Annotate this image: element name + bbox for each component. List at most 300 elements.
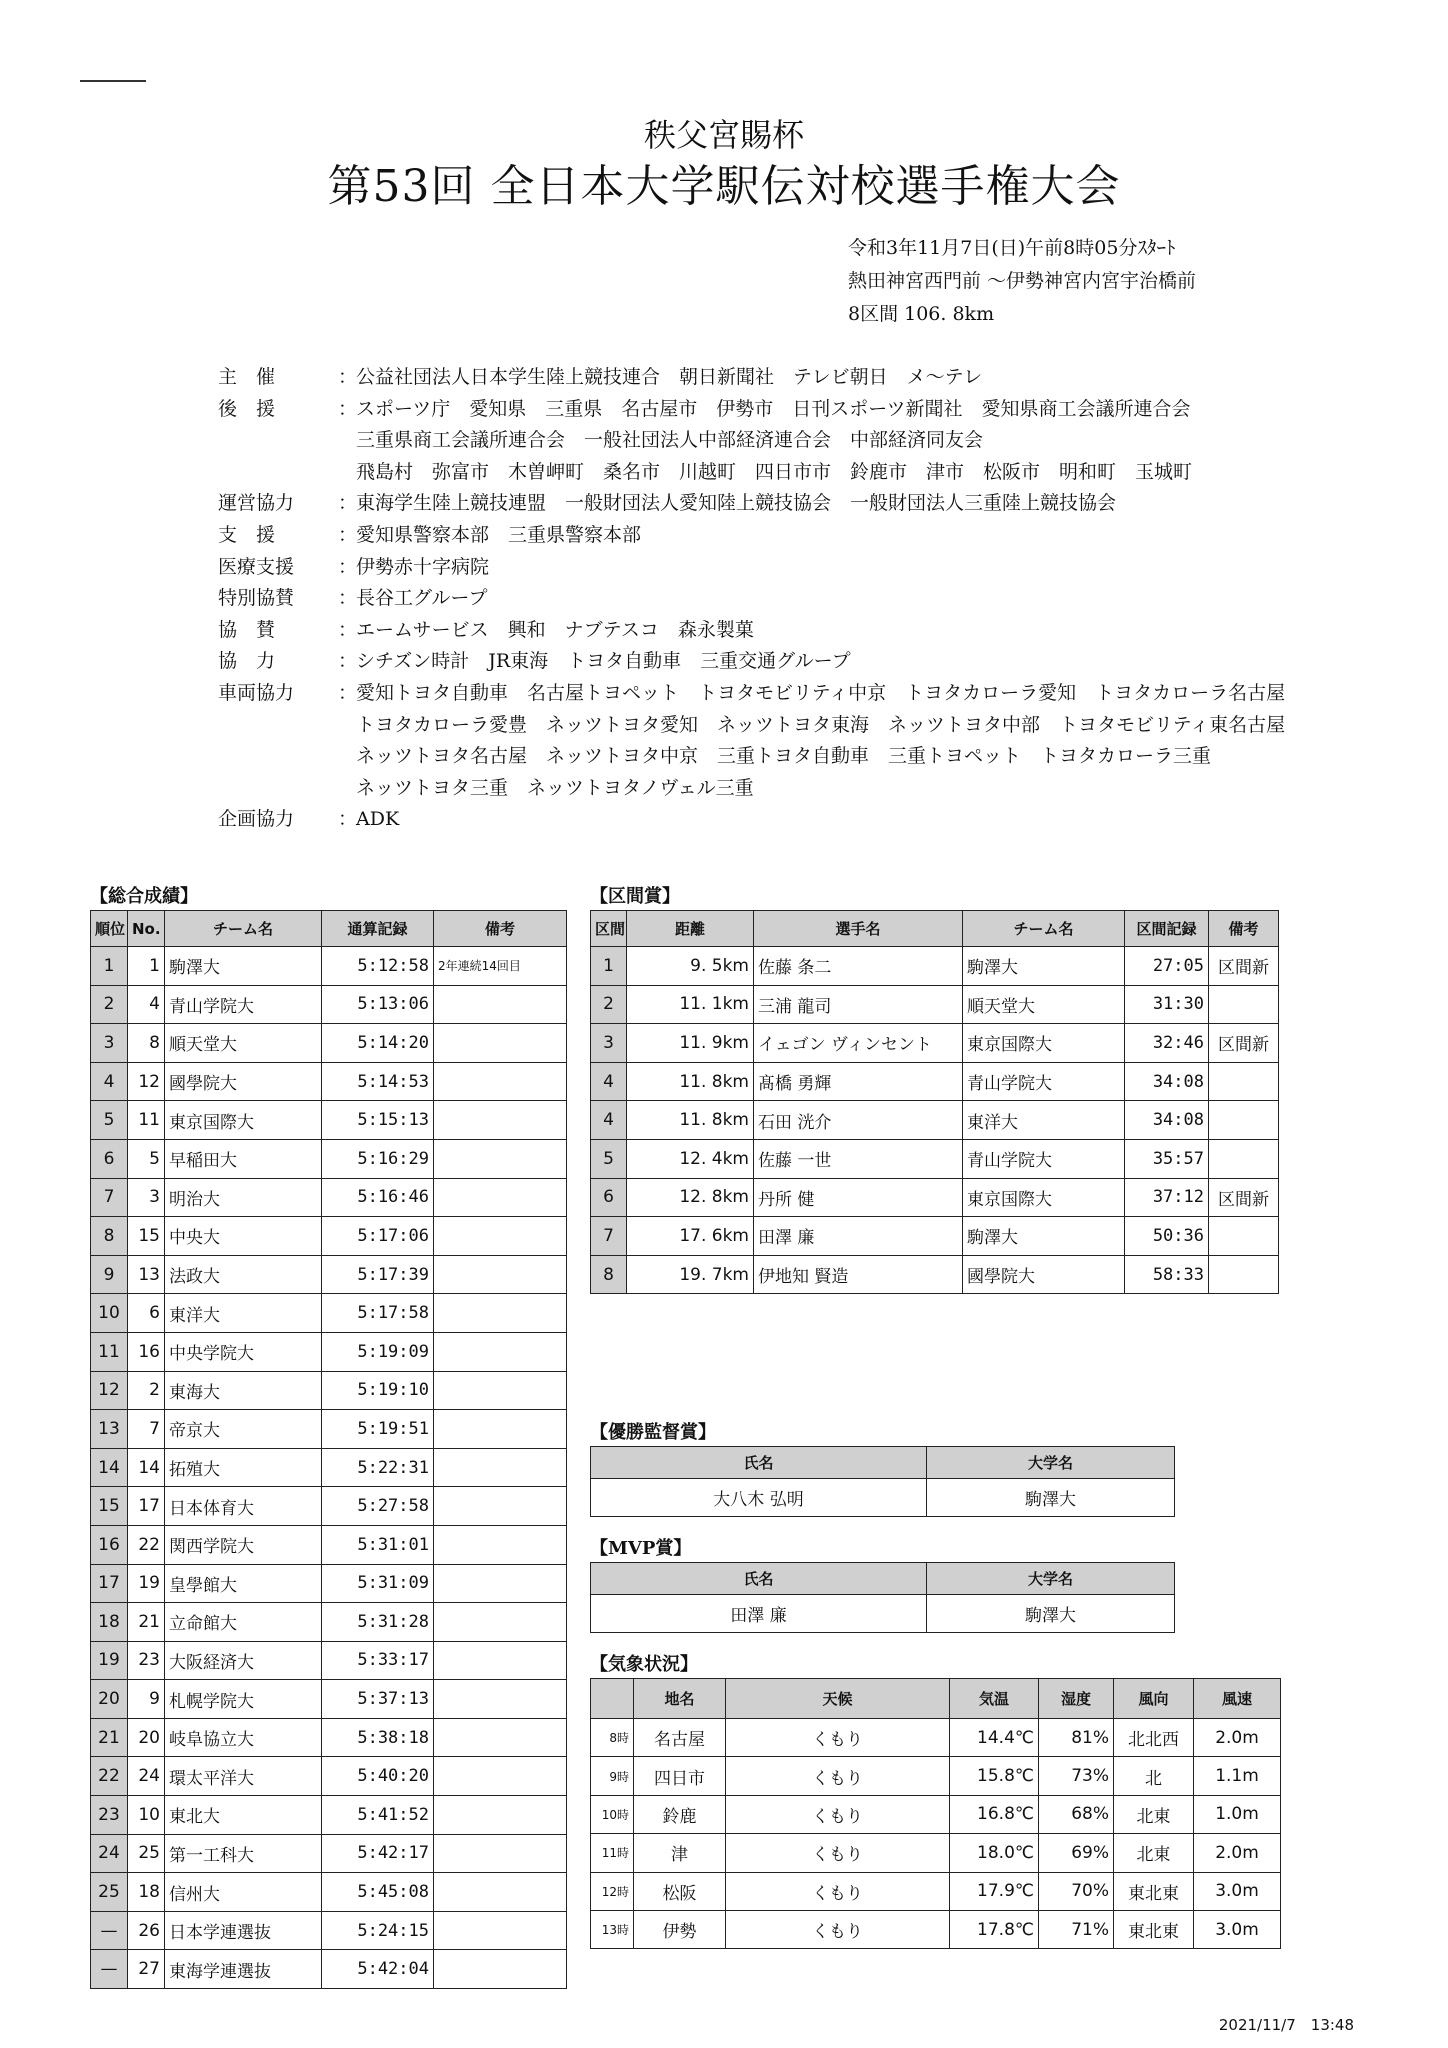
team-no-cell: 18 bbox=[128, 1873, 165, 1912]
total-time-cell: 5:16:29 bbox=[322, 1139, 434, 1178]
organizer-text: 東海学生陸上競技連盟 一般財団法人愛知陸上競技協会 一般財団法人三重陸上競技協会 bbox=[356, 492, 1117, 515]
total-time-cell: 5:15:13 bbox=[322, 1101, 434, 1140]
organizer-text: ネッツトヨタ三重 ネッツトヨタノヴェル三重 bbox=[356, 776, 754, 799]
note-cell bbox=[1209, 1062, 1279, 1101]
leg-time-cell: 58:33 bbox=[1125, 1255, 1209, 1294]
runner-name-cell: 佐藤 一世 bbox=[754, 1139, 963, 1178]
leg-time-cell: 27:05 bbox=[1125, 947, 1209, 986]
wind-direction-cell: 北東 bbox=[1114, 1834, 1194, 1872]
location-cell: 鈴鹿 bbox=[634, 1795, 726, 1833]
mvp-prize-label: 【MVP賞】 bbox=[590, 1538, 692, 1559]
leg-cell: 4 bbox=[591, 1062, 627, 1101]
wind-direction-cell: 北北西 bbox=[1114, 1719, 1194, 1757]
leg-cell: 7 bbox=[591, 1217, 627, 1256]
total-time-cell: 5:27:58 bbox=[322, 1487, 434, 1526]
mvp-name: 田澤 廉 bbox=[591, 1595, 927, 1633]
table-row bbox=[91, 1101, 567, 1140]
time-cell: 13時 bbox=[591, 1910, 634, 1948]
wind-speed-cell: 2.0m bbox=[1194, 1834, 1281, 1872]
team-name-cell: 東海大 bbox=[165, 1371, 322, 1410]
leg-time-cell: 34:08 bbox=[1125, 1062, 1209, 1101]
column-header: チーム名 bbox=[165, 911, 322, 947]
note-cell bbox=[434, 1873, 567, 1912]
leg-cell: 3 bbox=[591, 1024, 627, 1063]
distance-cell: 19. 7km bbox=[627, 1255, 754, 1294]
note-cell: 2年連続14回目 bbox=[434, 947, 567, 986]
weather-cell: くもり bbox=[726, 1719, 950, 1757]
team-name-cell: 日本学連選抜 bbox=[165, 1911, 322, 1950]
organizer-row: 協 賛 ： エームサービス 興和 ナブテスコ 森永製菓 bbox=[218, 615, 1285, 647]
table-row bbox=[91, 1255, 567, 1294]
rank-cell: 11 bbox=[91, 1332, 128, 1371]
team-no-cell: 17 bbox=[128, 1487, 165, 1526]
team-no-cell: 14 bbox=[128, 1448, 165, 1487]
team-no-cell: 8 bbox=[128, 1024, 165, 1063]
runner-name-cell: イェゴン ヴィンセント bbox=[754, 1024, 963, 1063]
note-cell bbox=[434, 1680, 567, 1719]
team-name-cell: 順天堂大 bbox=[165, 1024, 322, 1063]
mvp-univ-header: 大学名 bbox=[927, 1563, 1175, 1595]
note-cell bbox=[434, 1834, 567, 1873]
table-row bbox=[91, 1487, 567, 1526]
note-cell bbox=[434, 1024, 567, 1063]
organizer-label: 後 援 bbox=[218, 397, 276, 420]
table-row bbox=[91, 1718, 567, 1757]
organizer-row: 後 援 ： スポーツ庁 愛知県 三重県 名古屋市 伊勢市 日刊スポーツ新聞社 愛知県商工会議所連合会 bbox=[218, 394, 1285, 426]
organizer-text: 愛知県警察本部 三重県警察本部 bbox=[356, 523, 642, 546]
coach-univ: 駒澤大 bbox=[927, 1479, 1175, 1517]
note-cell bbox=[434, 1911, 567, 1950]
total-time-cell: 5:19:51 bbox=[322, 1410, 434, 1449]
organizer-label: 支 援 bbox=[218, 523, 276, 546]
note-cell bbox=[434, 1757, 567, 1796]
temperature-cell: 16.8℃ bbox=[950, 1795, 1039, 1833]
table-row bbox=[91, 1564, 567, 1603]
note-cell bbox=[1209, 1139, 1279, 1178]
table-row bbox=[91, 1834, 567, 1873]
location-cell: 四日市 bbox=[634, 1757, 726, 1795]
temperature-cell: 15.8℃ bbox=[950, 1757, 1039, 1795]
note-cell bbox=[434, 1603, 567, 1642]
total-time-cell: 5:31:09 bbox=[322, 1564, 434, 1603]
distance-cell: 12. 8km bbox=[627, 1178, 754, 1217]
team-name-cell: 早稲田大 bbox=[165, 1139, 322, 1178]
humidity-cell: 70% bbox=[1039, 1872, 1114, 1910]
rank-cell: 4 bbox=[91, 1062, 128, 1101]
organizer-row bbox=[218, 773, 1285, 805]
weather-cell: くもり bbox=[726, 1834, 950, 1872]
location-cell: 津 bbox=[634, 1834, 726, 1872]
note-cell bbox=[434, 1487, 567, 1526]
weather-cell: くもり bbox=[726, 1795, 950, 1833]
rank-cell: 5 bbox=[91, 1101, 128, 1140]
runner-name-cell: 丹所 健 bbox=[754, 1178, 963, 1217]
team-no-cell: 24 bbox=[128, 1757, 165, 1796]
table-row bbox=[91, 1178, 567, 1217]
team-no-cell: 12 bbox=[128, 1062, 165, 1101]
total-time-cell: 5:12:58 bbox=[322, 947, 434, 986]
team-name-cell: 中央学院大 bbox=[165, 1332, 322, 1371]
coach-name-header: 氏名 bbox=[591, 1447, 927, 1479]
time-cell: 11時 bbox=[591, 1834, 634, 1872]
event-course: 熱田神宮西門前 ～伊勢神宮内宮宇治橋前 bbox=[848, 270, 1197, 292]
column-header: チーム名 bbox=[963, 911, 1125, 947]
total-time-cell: 5:22:31 bbox=[322, 1448, 434, 1487]
weather-cell: くもり bbox=[726, 1872, 950, 1910]
humidity-cell: 68% bbox=[1039, 1795, 1114, 1833]
table-row bbox=[91, 1139, 567, 1178]
total-time-cell: 5:38:18 bbox=[322, 1718, 434, 1757]
organizer-text: ネッツトヨタ名古屋 ネッツトヨタ中京 三重トヨタ自動車 三重トヨペット トヨタカローラ三重 bbox=[356, 745, 1212, 768]
table-row bbox=[591, 985, 1279, 1024]
leg-cell: 4 bbox=[591, 1101, 627, 1140]
organizer-text: 長谷工グループ bbox=[356, 587, 488, 610]
organizer-row: 車両協力 ： 愛知トヨタ自動車 名古屋トヨペット トヨタモビリティ中京 トヨタカローラ愛知 トヨタカローラ名古屋 bbox=[218, 678, 1285, 710]
distance-cell: 11. 9km bbox=[627, 1024, 754, 1063]
rank-cell: 23 bbox=[91, 1796, 128, 1835]
team-name-cell: 國學院大 bbox=[963, 1255, 1125, 1294]
wind-direction-cell: 東北東 bbox=[1114, 1872, 1194, 1910]
team-no-cell: 11 bbox=[128, 1101, 165, 1140]
organizer-text: トヨタカローラ愛豊 ネッツトヨタ愛知 ネッツトヨタ東海 ネッツトヨタ中部 トヨタモビリティ東名古屋 bbox=[356, 713, 1286, 736]
page-title: 第53回 全日本大学駅伝対校選手権大会 bbox=[327, 161, 1121, 212]
organizer-label: 主 催 bbox=[218, 366, 276, 388]
team-no-cell: 21 bbox=[128, 1603, 165, 1642]
rank-cell: 3 bbox=[91, 1024, 128, 1063]
column-header: 風速 bbox=[1194, 1679, 1281, 1719]
wind-speed-cell: 3.0m bbox=[1194, 1910, 1281, 1948]
table-row bbox=[91, 1911, 567, 1950]
column-header: 区間 bbox=[591, 911, 627, 947]
table-row bbox=[91, 985, 567, 1024]
table-row bbox=[91, 1024, 567, 1063]
organizer-row: 企画協力 ： ADK bbox=[218, 804, 1285, 836]
leg-cell: 2 bbox=[591, 985, 627, 1024]
note-cell bbox=[434, 1950, 567, 1989]
organizer-row: 支 援 ： 愛知県警察本部 三重県警察本部 bbox=[218, 520, 1285, 552]
total-time-cell: 5:37:13 bbox=[322, 1680, 434, 1719]
wind-speed-cell: 1.0m bbox=[1194, 1795, 1281, 1833]
total-time-cell: 5:33:17 bbox=[322, 1641, 434, 1680]
organizer-text: 愛知トヨタ自動車 名古屋トヨペット トヨタモビリティ中京 トヨタカローラ愛知 トヨタカローラ名古屋 bbox=[356, 681, 1286, 704]
total-time-cell: 5:14:53 bbox=[322, 1062, 434, 1101]
table-row bbox=[91, 1062, 567, 1101]
organizer-text: スポーツ庁 愛知県 三重県 名古屋市 伊勢市 日刊スポーツ新聞社 愛知県商工会議所連合会 bbox=[356, 397, 1191, 420]
organizer-label: 協 力 bbox=[218, 650, 276, 673]
leg-cell: 6 bbox=[591, 1178, 627, 1217]
leg-cell: 5 bbox=[591, 1139, 627, 1178]
team-no-cell: 15 bbox=[128, 1217, 165, 1256]
coach-univ-header: 大学名 bbox=[927, 1447, 1175, 1479]
team-no-cell: 16 bbox=[128, 1332, 165, 1371]
mvp-prize-table bbox=[590, 1562, 1175, 1633]
rank-cell: 17 bbox=[91, 1564, 128, 1603]
runner-name-cell: 佐藤 条二 bbox=[754, 947, 963, 986]
table-row bbox=[591, 1101, 1279, 1140]
note-cell bbox=[434, 1294, 567, 1333]
table-row bbox=[591, 1255, 1279, 1294]
note-cell bbox=[1209, 985, 1279, 1024]
rank-cell: 21 bbox=[91, 1718, 128, 1757]
mvp-name-header: 氏名 bbox=[591, 1563, 927, 1595]
coach-name: 大八木 弘明 bbox=[591, 1479, 927, 1517]
total-time-cell: 5:31:01 bbox=[322, 1525, 434, 1564]
time-cell: 12時 bbox=[591, 1872, 634, 1910]
leg-cell: 1 bbox=[591, 947, 627, 986]
organizer-label: 協 賛 bbox=[218, 618, 276, 641]
humidity-cell: 81% bbox=[1039, 1719, 1114, 1757]
organizer-label: 車両協力 bbox=[218, 681, 295, 704]
column-header: 備考 bbox=[1209, 911, 1279, 947]
temperature-cell: 17.8℃ bbox=[950, 1910, 1039, 1948]
column-header: No. bbox=[128, 911, 165, 947]
table-row bbox=[91, 947, 567, 986]
rank-cell: 22 bbox=[91, 1757, 128, 1796]
section-prize-table bbox=[590, 910, 1279, 1294]
runner-name-cell: 田澤 廉 bbox=[754, 1217, 963, 1256]
total-time-cell: 5:42:17 bbox=[322, 1834, 434, 1873]
column-header: 天候 bbox=[726, 1679, 950, 1719]
team-no-cell: 6 bbox=[128, 1294, 165, 1333]
total-time-cell: 5:17:58 bbox=[322, 1294, 434, 1333]
table-row bbox=[591, 1834, 1281, 1872]
team-name-cell: 明治大 bbox=[165, 1178, 322, 1217]
note-cell bbox=[434, 1564, 567, 1603]
organizer-row bbox=[218, 457, 1285, 489]
mvp-row bbox=[591, 1595, 1175, 1633]
table-row bbox=[91, 1757, 567, 1796]
wind-speed-cell: 3.0m bbox=[1194, 1872, 1281, 1910]
organizer-label: 企画協力 bbox=[218, 808, 295, 831]
team-name-cell: 第一工科大 bbox=[165, 1834, 322, 1873]
column-header: 備考 bbox=[434, 911, 567, 947]
team-no-cell: 2 bbox=[128, 1371, 165, 1410]
table-row bbox=[91, 1641, 567, 1680]
table-row bbox=[591, 1139, 1279, 1178]
team-name-cell: 関西学院大 bbox=[165, 1525, 322, 1564]
team-no-cell: 1 bbox=[128, 947, 165, 986]
team-name-cell: 駒澤大 bbox=[963, 1217, 1125, 1256]
organizer-text: シチズン時計 JR東海 トヨタ自動車 三重交通グループ bbox=[356, 650, 851, 673]
table-row bbox=[591, 1217, 1279, 1256]
distance-cell: 11. 8km bbox=[627, 1101, 754, 1140]
team-name-cell: 國學院大 bbox=[165, 1062, 322, 1101]
rank-cell: 12 bbox=[91, 1371, 128, 1410]
total-time-cell: 5:17:06 bbox=[322, 1217, 434, 1256]
team-name-cell: 拓殖大 bbox=[165, 1448, 322, 1487]
team-name-cell: 青山学院大 bbox=[963, 1139, 1125, 1178]
team-name-cell: 法政大 bbox=[165, 1255, 322, 1294]
team-name-cell: 立命館大 bbox=[165, 1603, 322, 1642]
subtitle: 秩父宮賜杯 bbox=[643, 116, 804, 154]
team-no-cell: 19 bbox=[128, 1564, 165, 1603]
event-info bbox=[848, 232, 1196, 331]
note-cell bbox=[434, 1255, 567, 1294]
team-no-cell: 7 bbox=[128, 1410, 165, 1449]
rank-cell: — bbox=[91, 1950, 128, 1989]
event-distance: 8区間 106. 8km bbox=[848, 303, 995, 325]
runner-name-cell: 三浦 龍司 bbox=[754, 985, 963, 1024]
note-cell bbox=[434, 1371, 567, 1410]
coach-prize-table bbox=[590, 1446, 1175, 1517]
column-header: 順位 bbox=[91, 911, 128, 947]
total-time-cell: 5:24:15 bbox=[322, 1911, 434, 1950]
organizer-text: 伊勢赤十字病院 bbox=[356, 555, 490, 578]
total-time-cell: 5:16:46 bbox=[322, 1178, 434, 1217]
section-prize-label: 【区間賞】 bbox=[590, 886, 680, 907]
rank-cell: 1 bbox=[91, 947, 128, 986]
organizer-text: ADK bbox=[356, 808, 400, 831]
total-time-cell: 5:19:09 bbox=[322, 1332, 434, 1371]
team-name-cell: 信州大 bbox=[165, 1873, 322, 1912]
team-name-cell: 岐阜協立大 bbox=[165, 1718, 322, 1757]
coach-row bbox=[591, 1479, 1175, 1517]
table-row bbox=[91, 1525, 567, 1564]
leg-cell: 8 bbox=[591, 1255, 627, 1294]
weather-table bbox=[590, 1678, 1281, 1949]
column-header: 通算記録 bbox=[322, 911, 434, 947]
table-row bbox=[91, 1680, 567, 1719]
team-name-cell: 駒澤大 bbox=[963, 947, 1125, 986]
runner-name-cell: 石田 洸介 bbox=[754, 1101, 963, 1140]
distance-cell: 12. 4km bbox=[627, 1139, 754, 1178]
runner-name-cell: 伊地知 賢造 bbox=[754, 1255, 963, 1294]
column-header bbox=[591, 1679, 634, 1719]
leg-time-cell: 32:46 bbox=[1125, 1024, 1209, 1063]
leg-time-cell: 34:08 bbox=[1125, 1101, 1209, 1140]
time-cell: 9時 bbox=[591, 1757, 634, 1795]
weather-cell: くもり bbox=[726, 1910, 950, 1948]
weather-cell: くもり bbox=[726, 1757, 950, 1795]
location-cell: 名古屋 bbox=[634, 1719, 726, 1757]
humidity-cell: 73% bbox=[1039, 1757, 1114, 1795]
column-header: 距離 bbox=[627, 911, 754, 947]
wind-direction-cell: 北 bbox=[1114, 1757, 1194, 1795]
print-timestamp: 2021/11/7 13:48 bbox=[1218, 2016, 1354, 2034]
coach-prize-label: 【優勝監督賞】 bbox=[590, 1422, 716, 1443]
weather-label: 【気象状況】 bbox=[590, 1654, 698, 1675]
team-no-cell: 26 bbox=[128, 1911, 165, 1950]
team-name-cell: 東洋大 bbox=[963, 1101, 1125, 1140]
temperature-cell: 14.4℃ bbox=[950, 1719, 1039, 1757]
team-name-cell: 東洋大 bbox=[165, 1294, 322, 1333]
rank-cell: 6 bbox=[91, 1139, 128, 1178]
rank-cell: — bbox=[91, 1911, 128, 1950]
table-row bbox=[91, 1217, 567, 1256]
overall-header-row bbox=[91, 911, 567, 947]
organizer-row bbox=[218, 710, 1285, 742]
table-row bbox=[591, 1178, 1279, 1217]
location-cell: 松阪 bbox=[634, 1872, 726, 1910]
note-cell bbox=[434, 1641, 567, 1680]
table-row bbox=[91, 1873, 567, 1912]
note-cell: 区間新 bbox=[1209, 1024, 1279, 1063]
temperature-cell: 17.9℃ bbox=[950, 1872, 1039, 1910]
total-time-cell: 5:41:52 bbox=[322, 1796, 434, 1835]
team-name-cell: 皇學館大 bbox=[165, 1564, 322, 1603]
organizer-text: 三重県商工会議所連合会 一般社団法人中部経済連合会 中部経済同友会 bbox=[356, 429, 984, 452]
total-time-cell: 5:14:20 bbox=[322, 1024, 434, 1063]
table-row bbox=[91, 1603, 567, 1642]
team-no-cell: 25 bbox=[128, 1834, 165, 1873]
rank-cell: 13 bbox=[91, 1410, 128, 1449]
leg-time-cell: 35:57 bbox=[1125, 1139, 1209, 1178]
note-cell bbox=[1209, 1217, 1279, 1256]
table-row bbox=[91, 1332, 567, 1371]
wind-direction-cell: 北東 bbox=[1114, 1795, 1194, 1833]
humidity-cell: 69% bbox=[1039, 1834, 1114, 1872]
rank-cell: 20 bbox=[91, 1680, 128, 1719]
rank-cell: 24 bbox=[91, 1834, 128, 1873]
team-name-cell: 東海学連選抜 bbox=[165, 1950, 322, 1989]
rank-cell: 9 bbox=[91, 1255, 128, 1294]
table-row bbox=[91, 1796, 567, 1835]
overall-results-table bbox=[90, 910, 567, 1989]
note-cell bbox=[434, 1410, 567, 1449]
note-cell: 区間新 bbox=[1209, 947, 1279, 986]
distance-cell: 11. 1km bbox=[627, 985, 754, 1024]
note-cell bbox=[434, 1062, 567, 1101]
team-no-cell: 20 bbox=[128, 1718, 165, 1757]
wind-speed-cell: 1.1m bbox=[1194, 1757, 1281, 1795]
team-name-cell: 順天堂大 bbox=[963, 985, 1125, 1024]
organizer-label: 運営協力 bbox=[218, 492, 295, 515]
note-cell bbox=[434, 1796, 567, 1835]
team-no-cell: 5 bbox=[128, 1139, 165, 1178]
organizer-label: 特別協賛 bbox=[218, 587, 295, 610]
total-time-cell: 5:17:39 bbox=[322, 1255, 434, 1294]
rank-cell: 15 bbox=[91, 1487, 128, 1526]
column-header: 地名 bbox=[634, 1679, 726, 1719]
organizer-label: 医療支援 bbox=[218, 555, 295, 578]
organizers-list bbox=[218, 362, 1285, 836]
team-name-cell: 大阪経済大 bbox=[165, 1641, 322, 1680]
team-name-cell: 札幌学院大 bbox=[165, 1680, 322, 1719]
wind-speed-cell: 2.0m bbox=[1194, 1719, 1281, 1757]
team-name-cell: 中央大 bbox=[165, 1217, 322, 1256]
column-header: 気温 bbox=[950, 1679, 1039, 1719]
team-name-cell: 帝京大 bbox=[165, 1410, 322, 1449]
rank-cell: 2 bbox=[91, 985, 128, 1024]
team-name-cell: 青山学院大 bbox=[165, 985, 322, 1024]
team-name-cell: 東京国際大 bbox=[165, 1101, 322, 1140]
organizer-text: エームサービス 興和 ナブテスコ 森永製菓 bbox=[356, 618, 754, 641]
time-cell: 8時 bbox=[591, 1719, 634, 1757]
mvp-univ: 駒澤大 bbox=[927, 1595, 1175, 1633]
weather-header-row bbox=[591, 1679, 1281, 1719]
table-row bbox=[591, 1910, 1281, 1948]
table-row bbox=[591, 1024, 1279, 1063]
note-cell bbox=[434, 1332, 567, 1371]
organizer-row bbox=[218, 741, 1285, 773]
column-header: 区間記録 bbox=[1125, 911, 1209, 947]
event-date: 令和3年11月7日(日)午前8時05分ｽﾀｰﾄ bbox=[848, 237, 1176, 259]
overall-section-label: 【総合成績】 bbox=[90, 886, 198, 907]
rank-cell: 10 bbox=[91, 1294, 128, 1333]
note-cell bbox=[434, 1178, 567, 1217]
team-no-cell: 10 bbox=[128, 1796, 165, 1835]
distance-cell: 17. 6km bbox=[627, 1217, 754, 1256]
table-row bbox=[91, 1294, 567, 1333]
table-row bbox=[591, 1872, 1281, 1910]
table-row bbox=[591, 1757, 1281, 1795]
team-no-cell: 22 bbox=[128, 1525, 165, 1564]
organizer-row: 主 催 ： 公益社団法人日本学生陸上競技連合 朝日新聞社 テレビ朝日 メ～テレ bbox=[218, 362, 1285, 394]
team-name-cell: 青山学院大 bbox=[963, 1062, 1125, 1101]
rank-cell: 16 bbox=[91, 1525, 128, 1564]
organizer-row: 協 力 ： シチズン時計 JR東海 トヨタ自動車 三重交通グループ bbox=[218, 646, 1285, 678]
team-name-cell: 日本体育大 bbox=[165, 1487, 322, 1526]
